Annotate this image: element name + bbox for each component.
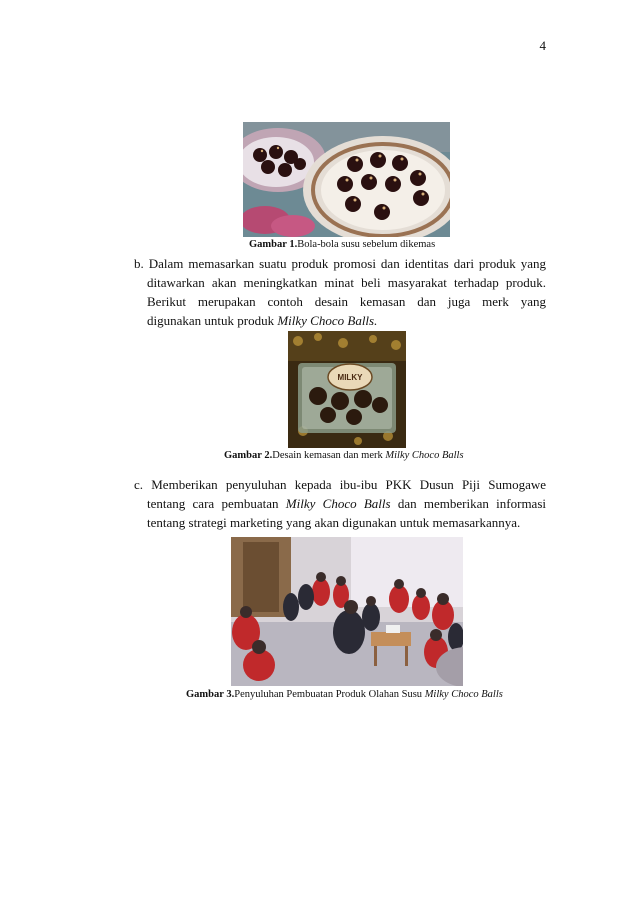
figure-1-caption [249, 239, 435, 250]
paragraph-c-text-1: Memberikan penyuluhan kepada ibu-ibu PKK Dusun Piji Sumogawe [151, 477, 546, 492]
figure-3-caption [186, 689, 503, 700]
packaging-label: MILKY [337, 373, 363, 382]
paragraph-b-line-4 [147, 311, 546, 330]
paragraph-c-marker: c. [134, 477, 144, 492]
paragraph-c-line-1 [134, 475, 546, 494]
paragraph-c-text-2a: tentang cara pembuatan [147, 496, 286, 511]
paragraph-c-line-3: tentang strategi marketing yang akan digunakan untuk memasarkannya. [147, 515, 521, 530]
figure-2-caption [224, 450, 464, 461]
figure-2-italic: Milky Choco Balls [385, 450, 464, 461]
paragraph-b-text-1: Dalam memasarkan suatu produk promosi dan identitas dari produk yang [148, 256, 547, 271]
figure-3-photo [231, 537, 463, 686]
figure-3-italic: Milky Choco Balls [424, 689, 503, 700]
paragraph-c-text-2b: dan memberikan informasi [390, 496, 546, 511]
paragraph-b-text-4: digunakan untuk produk [147, 313, 278, 328]
paragraph-c-product-name: Milky Choco Balls [285, 496, 391, 511]
page-number: 4 [539, 38, 546, 53]
figure-3-label: Gambar 3. [186, 689, 235, 700]
paragraph-b-line-3: Berikut merupakan contoh desain kemasan dan juga merk yang [147, 294, 546, 309]
figure-3-text: Penyuluhan Pembuatan Produk Olahan Susu [234, 689, 425, 700]
figure-1-text: Bola-bola susu sebelum dikemas [297, 239, 436, 250]
paragraph-b-line-1 [134, 254, 546, 273]
paragraph-b-line-2: ditawarkan akan meningkatkan minat beli masyarakat terhadap produk. [147, 275, 546, 290]
paragraph-b-marker: b. [134, 256, 144, 271]
paragraph-c-line-2 [147, 494, 546, 513]
figure-1-photo [243, 122, 450, 237]
figure-2-text: Desain kemasan dan merk [272, 450, 386, 461]
paragraph-c [134, 475, 546, 532]
paragraph-b [134, 254, 547, 330]
figure-2-label: Gambar 2. [224, 450, 273, 461]
figure-2-photo [288, 331, 406, 448]
figure-1-label: Gambar 1. [249, 239, 298, 250]
product-name: Milky Choco Balls. [277, 313, 378, 328]
